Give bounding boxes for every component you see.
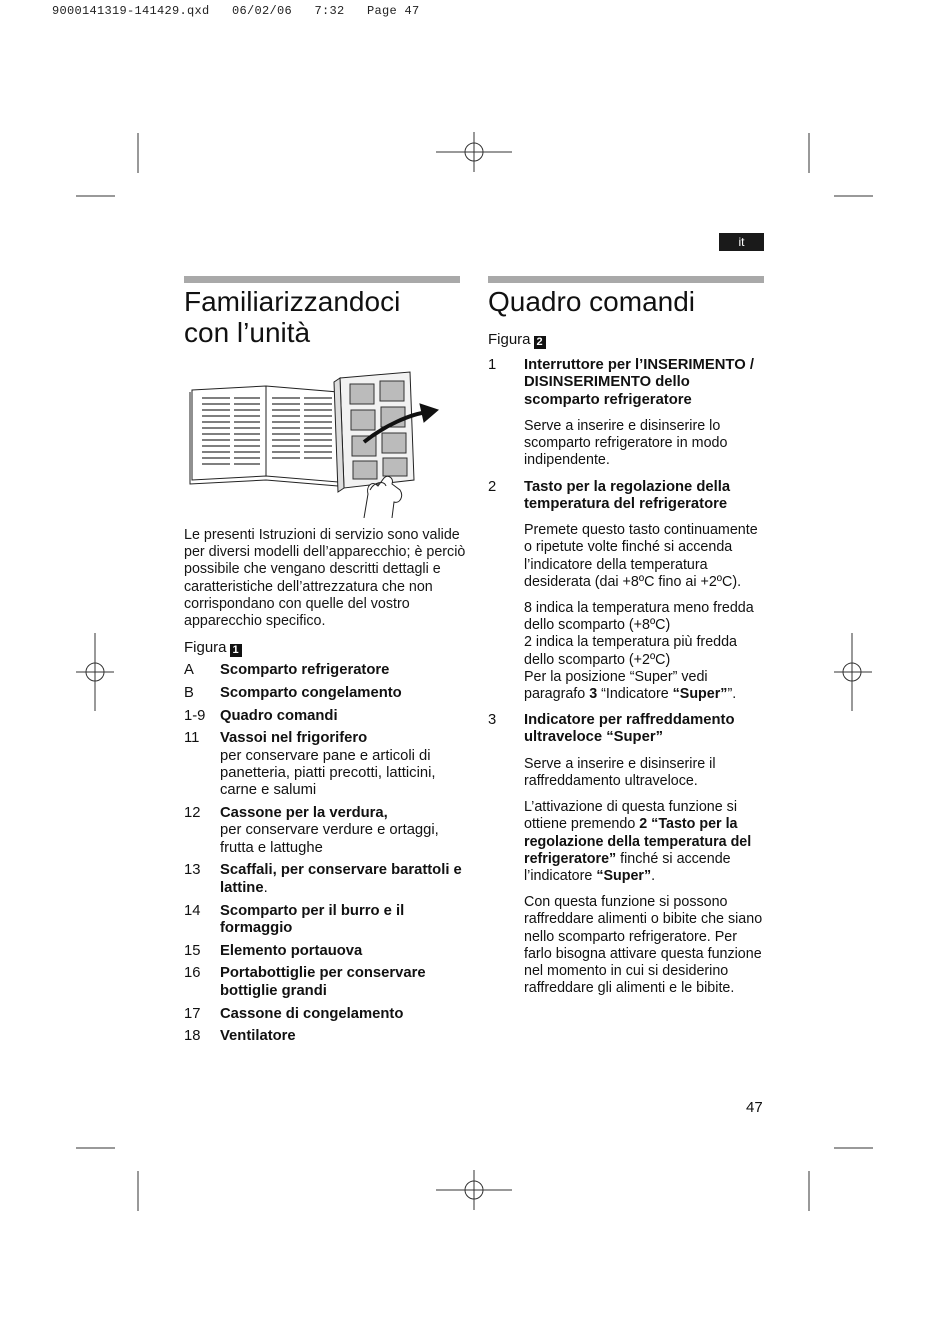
note-warmest: 8 indica la temperatura meno fredda dello scomparto (+8ºC) <box>524 599 754 634</box>
note-super-e: ”. <box>727 685 737 702</box>
note-super-c: “Indicatore <box>597 685 673 702</box>
right-column-rule <box>488 276 764 283</box>
component-list <box>184 662 464 1051</box>
figure-1-text: Figura <box>184 639 227 656</box>
component-key: A <box>184 662 194 678</box>
component-title: Ventilatore <box>220 1028 296 1045</box>
component-key: 12 <box>184 805 201 822</box>
figure-1-number: 1 <box>230 644 242 657</box>
control-item-1-text: Serve a inserire e disinserire lo scomparto refrigeratore in modo indipendente. <box>524 417 728 469</box>
activation-b: 2 “Tasto per la regolazione della temperatura del refrigeratore” <box>524 816 752 867</box>
component-item <box>184 685 464 702</box>
component-item <box>184 1006 464 1023</box>
component-key: 1-9 <box>184 707 206 724</box>
control-item-1-key: 1 <box>488 357 497 373</box>
component-title: Elemento portauova <box>220 942 363 959</box>
control-item-1 <box>488 357 766 470</box>
figure-2-text: Figura <box>488 331 531 348</box>
note-super-d: “Super” <box>672 685 728 702</box>
note-coldest: 2 indica la temperatura più fredda dello scomparto (+2ºC) <box>524 634 737 668</box>
component-title: Scomparto congelamento <box>220 684 402 701</box>
control-item-3-key: 3 <box>488 712 497 729</box>
component-item <box>184 965 464 1000</box>
component-title: Cassone di congelamento <box>220 1005 404 1022</box>
component-key: B <box>184 684 194 701</box>
component-title: Vassoi nel frigorifero <box>220 730 368 747</box>
control-item-2-title: Tasto per la regolazione della temperatura del refrigeratore <box>524 478 731 512</box>
component-key: 17 <box>184 1005 201 1022</box>
right-title-text: Quadro comandi <box>488 286 696 317</box>
note-super-b: 3 <box>589 685 598 702</box>
component-item <box>184 708 464 725</box>
component-title: Cassone per la verdura, <box>220 805 388 822</box>
component-key: 13 <box>184 862 201 879</box>
component-item <box>184 730 464 799</box>
component-description: per conservare verdure e ortaggi, frutta e lattughe <box>220 822 439 856</box>
left-column-rule <box>184 276 460 283</box>
component-key: 14 <box>184 902 201 919</box>
control-item-1-title: Interruttore per l’INSERIMENTO / DISINSERIMENTO dello scomparto refrigeratore <box>524 357 754 408</box>
language-tab: it <box>719 233 764 251</box>
component-item <box>184 1028 464 1045</box>
component-title: Scomparto refrigeratore <box>220 662 390 678</box>
print-slug: 9000141319-141429.qxd 06/02/06 7:32 Page 47 <box>52 4 420 18</box>
component-description: per conservare pane e articoli di panetteria, piatti precotti, latticini, carne e salumi <box>220 747 436 799</box>
figure-2-label <box>488 331 546 349</box>
component-item <box>184 943 464 960</box>
component-key: 15 <box>184 942 201 959</box>
component-item <box>184 805 464 857</box>
activation-e: . <box>651 867 656 884</box>
manual-illustration <box>188 368 444 518</box>
left-title <box>184 286 464 348</box>
component-title: Scaffali, per conservare barattoli e lattine <box>220 862 462 896</box>
note-super-a: Per la posizione “Super” vedi paragrafo <box>524 668 708 702</box>
control-item-3 <box>488 712 766 997</box>
right-title <box>488 286 768 317</box>
component-key: 18 <box>184 1028 201 1045</box>
component-title: Portabottiglie per conservare bottiglie grandi <box>220 965 426 999</box>
control-item-3-text: Serve a inserire e disinserire il raffreddamento ultraveloce. <box>524 755 716 789</box>
activation-d: “Super” <box>596 867 652 884</box>
component-list-items <box>184 662 464 1046</box>
control-item-2-notes <box>524 600 766 703</box>
intro-paragraph <box>184 527 466 630</box>
control-item-2-text: Premete questo tasto continuamente o ripetute volte finché si accenda l’indicatore della temperatura desiderata (dai +8ºC fino ai +2ºC). <box>524 522 758 590</box>
component-key: 11 <box>184 730 200 747</box>
component-title: Quadro comandi <box>220 707 338 724</box>
intro-text: Le presenti Istruzioni di servizio sono valide per diversi modelli dell’apparecchio; è perciò possibile che vengano descritti dettagli e caratteristiche dell’attrezzatura che non corrispondano con quelle del vostro apparecchio specifico. <box>184 527 466 630</box>
control-panel-list <box>488 357 766 1006</box>
control-item-3-title: Indicatore per raffreddamento ultraveloce “Super” <box>524 712 735 746</box>
component-item: 13 Scaffali, per conservare barattoli e lattine. <box>184 862 462 896</box>
control-item-3-activation <box>524 799 766 885</box>
page-number: 47 <box>746 1099 763 1116</box>
activation-a: L’attivazione di questa funzione si ottiene premendo <box>524 799 738 833</box>
figure-1-label <box>184 639 242 657</box>
component-title: Scomparto per il burro e il formaggio <box>220 902 405 936</box>
component-item <box>184 903 464 938</box>
figure-2-number: 2 <box>534 336 546 349</box>
control-item-2-key: 2 <box>488 478 497 495</box>
left-title-line1: Familiarizzandoci <box>184 286 401 317</box>
component-item <box>184 662 464 679</box>
control-item-2 <box>488 479 766 704</box>
activation-c: finché si accende l’indicatore <box>524 850 731 884</box>
left-title-line2: con l’unità <box>184 317 311 348</box>
control-item-3-usage: Con questa funzione si possono raffreddare alimenti o bibite che siano nello scomparto refrigeratore. Per farlo bisogna attivare questa funzione nel momento in cui si desiderino raffreddare gli alimenti e le bibite. <box>524 894 763 997</box>
component-key: 16 <box>184 965 201 982</box>
